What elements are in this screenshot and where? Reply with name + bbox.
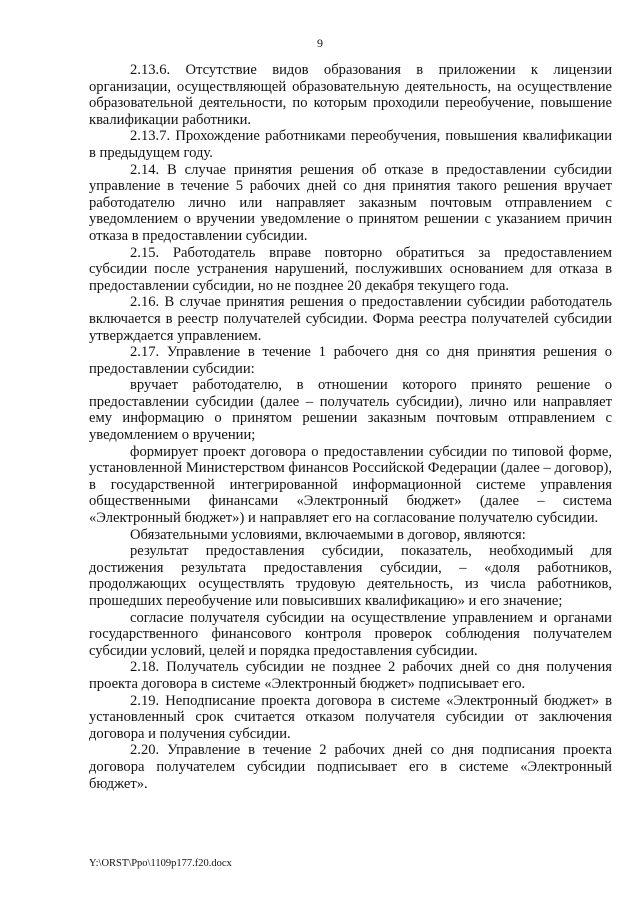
paragraph-2-13-7: 2.13.7. Прохождение работниками переобучения, повышения квалификации в предыдущем году. (89, 128, 612, 161)
paragraph-2-17: 2.17. Управление в течение 1 рабочего дня со дня принятия решения о предоставлении субсидии: (89, 344, 612, 377)
paragraph-2-17-delivers: вручает работодателю, в отношении которого принято решение о предоставлении субсидии (далее – получатель субсидии), лично или направляет ему информацию о принятом решении заказным почтовым отправлением с уведомлением о вручении; (89, 377, 612, 444)
paragraph-2-13-6: 2.13.6. Отсутствие видов образования в приложении к лицензии организации, осуществляющей образовательную деятельность, на осуществление образовательной деятельности, по которым проходили переобучение, повышение квалификации работники. (89, 62, 612, 128)
paragraph-mandatory-conditions: Обязательными условиями, включаемыми в договор, являются: (130, 526, 526, 543)
paragraph-2-18: 2.18. Получатель субсидии не позднее 2 рабочих дней со дня получения проекта договора в системе «Электронный бюджет» подписывает его. (89, 659, 612, 692)
paragraph-consent-audit: согласие получателя субсидии на осуществление управлением и органами государственного финансового контроля проверок соблюдения получателем субсидии условий, целей и порядка предоставления субсидии. (89, 609, 612, 659)
paragraph-2-16: 2.16. В случае принятия решения о предоставлении субсидии работодатель включается в реестр получателей субсидии. Форма реестра получателей субсидии утверждается управлением. (89, 294, 612, 344)
footer-file-path: Y:\ORST\Ppo\1109p177.f20.docx (89, 858, 232, 869)
paragraph-2-20: 2.20. Управление в течение 2 рабочих дней со дня подписания проекта договора получателем субсидии подписывает его в системе «Электронный бюджет». (89, 742, 612, 792)
document-body (89, 62, 612, 792)
paragraph-2-19: 2.19. Неподписание проекта договора в системе «Электронный бюджет» в установленный срок считается отказом получателя субсидии от заключения договора и получения субсидии. (89, 692, 612, 742)
paragraph-2-17-forms-contract: формирует проект договора о предоставлении субсидии по типовой форме, установленной Министерством финансов Российской Федерации (далее – договор), в государственной интегрированной информационной системе управления общественными финансами «Электронный бюджет» (далее – система «Электронный бюджет») и направляет его на согласование получателю субсидии. (89, 443, 612, 527)
page-number: 9 (317, 36, 323, 50)
paragraph-result-indicator: результат предоставления субсидии, показатель, необходимый для достижения результата предоставления субсидии, – «доля работников, продолжающих осуществлять трудовую деятельность, из числа работников, прошедших переобучение или повысивших квалификацию» и его значение; (89, 543, 612, 609)
paragraph-2-15: 2.15. Работодатель вправе повторно обратиться за предоставлением субсидии после устранения нарушений, послуживших основанием для отказа в предоставлении субсидии, но не позднее 20 декабря текущего года. (89, 244, 612, 294)
paragraph-2-14: 2.14. В случае принятия решения об отказе в предоставлении субсидии управление в течение 5 рабочих дней со дня принятия такого решения вручает работодателю лично или направляет заказным почтовым отправлением с уведомлением о вручении уведомление о принятом решении с указанием причин отказа в предоставлении субсидии. (89, 161, 612, 244)
